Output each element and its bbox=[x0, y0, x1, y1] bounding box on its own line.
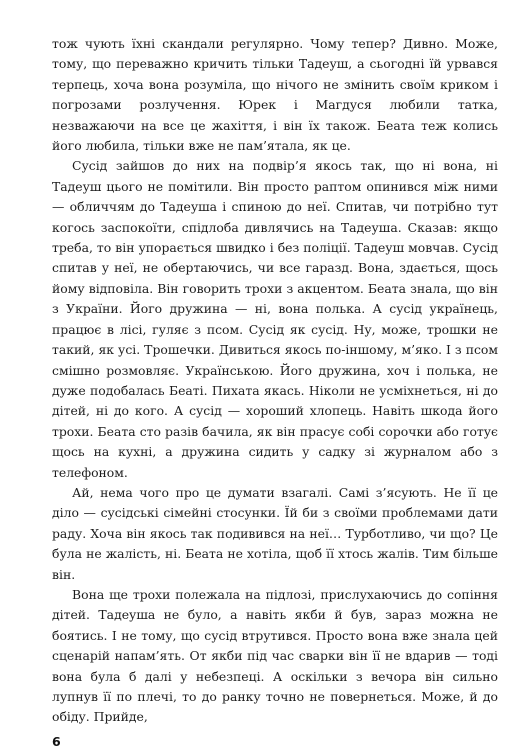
page-number: 6 bbox=[52, 734, 61, 749]
paragraph: Сусід зайшов до них на подвір’я якось так, що ні вона, ні Тадеуш цього не помітили. Він просто раптом опинився між ними — обличчям до Тадеуша і спиною до неї. Спитав, чи потрібно тут когось заспокоїти, спідлоба дивлячись на Тадеуша. Сказав: якщо треба, то він упорається швидко і без поліції. Тадеуш мовчав. Сусід спитав у неї, не обертаючись, чи все гаразд. Вона, здається, щось йому відповіла. Він говорить трохи з акцентом. Беата знала, що він з України. Його дружина — ні, вона полька. А сусід українець, працює в лісі, гуляє з псом. Сусід як сусід. Ну, може, трошки не такий, як усі. Трошечки. Дивиться якось по-іншому, м’яко. І з псом смішно розмовляє. Українською. Його дружина, хоч і полька, не дуже подобалась Беаті. Пихата якась. Ніколи не усміхнеться, ні до дітей, ні до кого. А сусід — хороший хлопець. Навіть шкода його трохи. Беата сто разів бачила, як він прасує собі сорочки або готує щось на кухні, а дружина сидить у садку зі журналом або з телефоном. bbox=[52, 158, 498, 480]
paragraph-continuation: тож чують їхні скандали регулярно. Чому тепер? Дивно. Може, тому, що переважно кричить тільки Тадеуш, а сьогодні їй урвався терпець, хоча вона розуміла, що нічого не змінить своїм криком і погрозами розлучення. Юрек і Магдуся любили татка, незважаючи на все це жахіття, і він їх також. Беата теж колись його любила, тільки вже не пам’ятала, як це. bbox=[52, 36, 498, 154]
paragraph: Ай, нема чого про це думати взагалі. Самі з’ясують. Не її це діло — сусідські сімейні стосунки. Їй би з своїми проблемами дати раду. Хоча він якось так подивився на неї… Турботливо, чи що? Це була не жалість, ні. Беата не хотіла, щоб її хтось жалів. Тим більше він. bbox=[52, 484, 498, 582]
paragraph: Вона ще трохи полежала на підлозі, прислухаючись до сопіння дітей. Тадеуша не було, а навіть якби й був, зараз можна не боятись. І не тому, що сусід втрутився. Просто вона вже знала цей сценарій напам’ять. От якби під час сварки він її не вдарив — тоді вона була б далі у небезпеці. А оскільки з вечора він сильно лупнув її по плечі, то до ранку точно не повернеться. Може, й до обіду. Прийде, bbox=[52, 586, 498, 725]
body-text bbox=[52, 34, 498, 728]
